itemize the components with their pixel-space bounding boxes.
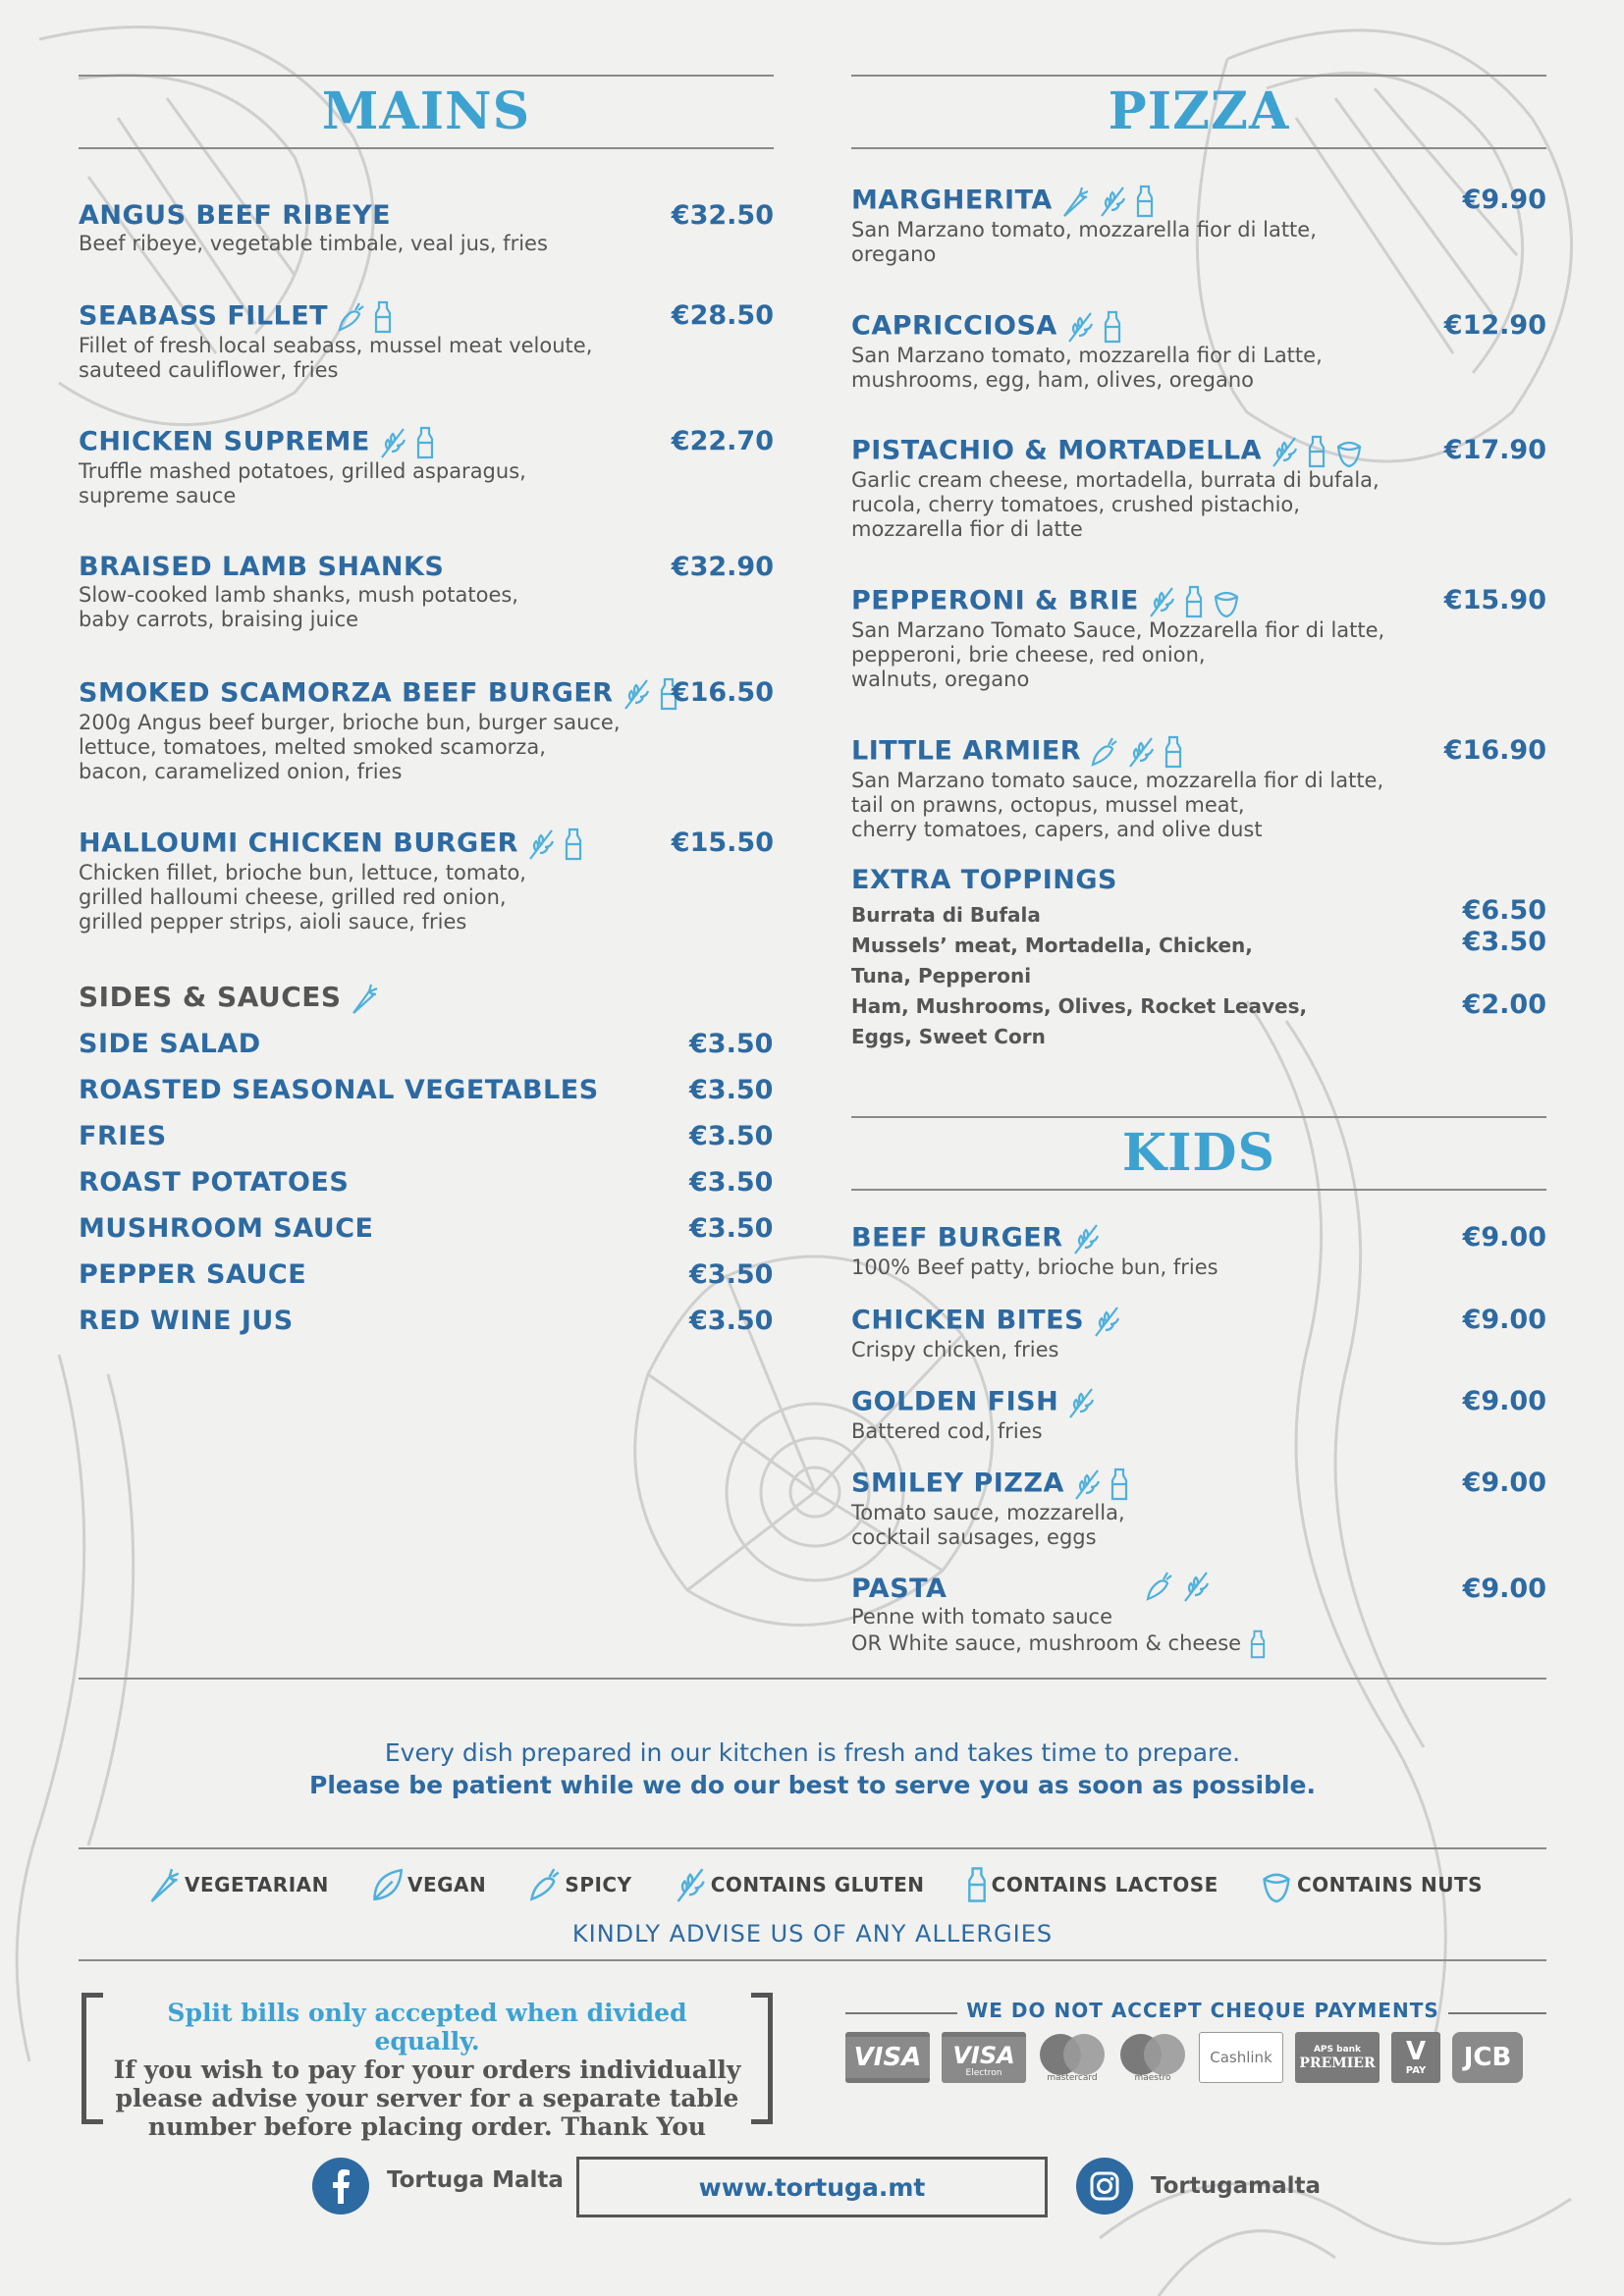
mains-column (79, 75, 774, 1351)
pizza-title: PIZZA (1108, 81, 1290, 141)
menu-item (79, 426, 774, 552)
topping-name: Ham, Mushrooms, Olives, Rocket Leaves, (851, 994, 1308, 1018)
item-price: €9.00 (1462, 1305, 1546, 1335)
topping-name: Tuna, Pepperoni (851, 964, 1032, 988)
legend-label: SPICY (565, 1873, 632, 1896)
item-price: €28.50 (671, 300, 774, 331)
gluten-icon (1270, 435, 1299, 468)
gluten-icon (1071, 1222, 1101, 1255)
lactose-icon (1103, 310, 1122, 344)
item-description: Crispy chicken, fries (851, 1338, 1059, 1362)
lactose-icon (1249, 1629, 1267, 1659)
menu-item (79, 828, 774, 975)
item-name: SMILEY PIZZA (851, 1468, 1064, 1499)
item-description: Chicken fillet, brioche bun, lettuce, tomato, grilled halloumi cheese, grilled red onion, grilled pepper strips, aioli sauce, fries (79, 861, 526, 934)
divider-line (79, 1678, 1546, 1680)
spicy-icon (1089, 735, 1118, 769)
menu-item (851, 1222, 1546, 1305)
item-name: BRAISED LAMB SHANKS (79, 552, 445, 582)
item-description: Battered cod, fries (851, 1419, 1043, 1443)
topping-name: Burrata di Bufala (851, 903, 1041, 927)
spicy-icon (336, 300, 365, 334)
item-price: €9.00 (1462, 1468, 1546, 1498)
gluten-icon (622, 677, 651, 711)
bracket-left (81, 1993, 103, 2124)
gluten-icon (1065, 310, 1095, 344)
legend-label: CONTAINS LACTOSE (991, 1873, 1218, 1896)
item-description: Slow-cooked lamb shanks, mush potatoes, baby carrots, braising juice (79, 583, 518, 631)
item-name: GOLDEN FISH (851, 1386, 1059, 1417)
legend-nuts (1260, 1865, 1483, 1904)
allergy-notice: KINDLY ADVISE US OF ANY ALLERGIES (571, 1920, 1054, 1948)
divider-line (1448, 2012, 1546, 2014)
item-description: Beef ribeye, vegetable timbale, veal jus, fries (79, 232, 548, 255)
split-line-1: Split bills only accepted when divided equally. (167, 1999, 687, 2056)
lactose-icon (1110, 1468, 1129, 1501)
side-name: ROAST POTATOES (79, 1167, 350, 1198)
lactose-icon (1135, 185, 1155, 218)
notice-line-1: Every dish prepared in our kitchen is fresh and takes time to prepare. (384, 1738, 1241, 1767)
side-name: RED WINE JUS (79, 1306, 294, 1336)
side-name: ROASTED SEASONAL VEGETABLES (79, 1075, 599, 1105)
spicy-icon (527, 1865, 561, 1904)
mains-list (79, 200, 774, 975)
item-name: PEPPERONI & BRIE (851, 585, 1139, 616)
side-name: SIDE SALAD (79, 1029, 261, 1059)
vegetarian-icon (147, 1865, 181, 1904)
gluten-icon (1181, 1570, 1211, 1603)
side-price: €3.50 (689, 1167, 774, 1198)
facebook-label: Tortuga Malta (387, 2167, 564, 2193)
item-description: San Marzano tomato, mozzarella fior di Latte, mushrooms, egg, ham, olives, oregano (851, 344, 1323, 392)
menu-item (851, 435, 1546, 585)
item-price: €17.90 (1443, 435, 1546, 465)
lactose-icon (1307, 435, 1326, 468)
gluten-icon (674, 1865, 707, 1904)
mastercard-icon: mastercard (1038, 2032, 1107, 2083)
divider-line (79, 1847, 1546, 1849)
nuts-icon (1334, 435, 1364, 468)
topping-name: Mussels’ meat, Mortadella, Chicken, (851, 934, 1253, 957)
topping-price: €3.50 (1462, 927, 1546, 957)
legend-vegan (370, 1865, 486, 1904)
side-price: €3.50 (689, 1121, 774, 1151)
jcb-icon: JCB (1452, 2032, 1523, 2083)
item-price: €9.00 (1462, 1222, 1546, 1253)
item-name: CHICKEN BITES (851, 1305, 1085, 1336)
gluten-icon (526, 828, 556, 861)
topping-price: €2.00 (1462, 989, 1546, 1020)
lactose-icon (373, 300, 393, 334)
side-item (79, 1074, 774, 1120)
legend-label: VEGETARIAN (185, 1873, 329, 1896)
item-name: BEEF BURGER (851, 1222, 1063, 1254)
item-description: Fillet of fresh local seabass, mussel meat veloute, sauteed cauliflower, fries (79, 334, 593, 382)
item-description: San Marzano tomato, mozzarella fior di latte, oregano (851, 218, 1317, 266)
item-price: €9.00 (1462, 1386, 1546, 1416)
sides-title: SIDES & SAUCES (79, 981, 342, 1013)
item-price: €22.70 (671, 426, 774, 456)
lactose-icon (1184, 585, 1204, 618)
gluten-icon (1092, 1305, 1121, 1338)
item-description: OR White sauce, mushroom & cheese (851, 1631, 1242, 1655)
split-bill-notice (81, 1993, 773, 2141)
visa-electron-card-icon: VISA Electron (942, 2032, 1026, 2083)
menu-item (851, 185, 1546, 310)
item-description: 100% Beef patty, brioche bun, fries (851, 1255, 1218, 1279)
lactose-icon (564, 828, 583, 861)
gluten-icon (1098, 185, 1127, 218)
nuts-icon (1260, 1865, 1293, 1904)
item-price: €12.90 (1443, 310, 1546, 341)
divider-line (851, 1189, 1546, 1191)
pizza-list (851, 185, 1546, 1052)
side-name: PEPPER SAUCE (79, 1259, 307, 1290)
side-price: €3.50 (689, 1213, 774, 1244)
side-name: MUSHROOM SAUCE (79, 1213, 374, 1244)
nuts-icon (1212, 585, 1241, 618)
item-description: San Marzano tomato sauce, mozzarella fior di latte, tail on prawns, octopus, mussel meat, cherry tomatoes, capers, and olive dust (851, 769, 1384, 841)
vegetarian-icon (350, 982, 379, 1015)
item-price: €15.90 (1443, 585, 1546, 615)
topping-name: Eggs, Sweet Corn (851, 1025, 1046, 1048)
menu-item (79, 552, 774, 677)
lactose-icon (966, 1865, 988, 1904)
item-price: €9.90 (1462, 185, 1546, 215)
cashlink-icon: Cashlink (1199, 2032, 1283, 2083)
item-name: ANGUS BEEF RIBEYE (79, 200, 392, 231)
visa-card-icon: VISA (845, 2032, 930, 2083)
divider-line (845, 2012, 957, 2014)
vpay-icon: V PAY (1391, 2032, 1440, 2083)
item-name: CAPRICCIOSA (851, 310, 1057, 342)
split-line-3: please advise your server for a separate table (115, 2084, 739, 2112)
menu-item (79, 200, 774, 300)
side-price: €3.50 (689, 1306, 774, 1336)
menu-item (851, 1305, 1546, 1386)
kids-section (851, 1116, 1546, 1656)
gluten-icon (1066, 1386, 1096, 1419)
menu-item (851, 735, 1546, 865)
instagram-link[interactable] (1076, 2158, 1321, 2215)
divider-line (79, 1959, 1546, 1961)
allergen-legend (147, 1865, 1483, 1904)
topping-price: €6.50 (1462, 895, 1546, 926)
instagram-label: Tortugamalta (1151, 2173, 1322, 2199)
kids-list (851, 1222, 1546, 1656)
gluten-icon (1147, 585, 1176, 618)
legend-label: VEGAN (407, 1873, 487, 1896)
item-name: SMOKED SCAMORZA BEEF BURGER (79, 677, 614, 709)
divider-line (79, 147, 774, 149)
item-name: LITTLE ARMIER (851, 735, 1082, 767)
sides-section (79, 981, 774, 1351)
maestro-icon: maestro (1118, 2032, 1187, 2083)
bracket-right (751, 1993, 773, 2124)
side-item (79, 1305, 774, 1351)
facebook-icon (312, 2158, 369, 2215)
item-price: €32.90 (671, 552, 774, 582)
item-price: €15.50 (671, 828, 774, 858)
item-name: PASTA (851, 1574, 947, 1604)
legend-gluten (674, 1865, 925, 1904)
spicy-icon (1144, 1570, 1173, 1603)
side-item (79, 1212, 774, 1258)
side-item (79, 1258, 774, 1305)
split-line-2: If you wish to pay for your orders individually (113, 2056, 741, 2084)
vegan-icon (370, 1865, 404, 1904)
gluten-icon (378, 426, 407, 459)
vegetarian-icon (1060, 185, 1090, 218)
lactose-icon (1164, 735, 1183, 769)
notice-line-2: Please be patient while we do our best to serve you as soon as possible. (309, 1771, 1316, 1799)
aps-premier-icon: APS bank PREMIER (1295, 2032, 1380, 2083)
item-name: SEABASS FILLET (79, 300, 329, 332)
item-description: Truffle mashed potatoes, grilled asparagus, supreme sauce (79, 459, 526, 507)
menu-item (851, 1574, 1546, 1656)
menu-item (851, 1386, 1546, 1468)
payment-methods (845, 2032, 1523, 2083)
extras-title: EXTRA TOPPINGS (851, 865, 1117, 895)
item-description: Tomato sauce, mozzarella, cocktail sausages, eggs (851, 1501, 1125, 1549)
item-name: PISTACHIO & MORTADELLA (851, 435, 1263, 466)
legend-vegetarian (147, 1865, 329, 1904)
legend-spicy (527, 1865, 631, 1904)
mains-title: MAINS (321, 81, 531, 141)
gluten-icon (1072, 1468, 1102, 1501)
menu-item (79, 677, 774, 828)
item-price: €16.50 (671, 677, 774, 708)
item-description: 200g Angus beef burger, brioche bun, burger sauce, lettuce, tomatoes, melted smoked scamorza, bacon, caramelized onion, fries (79, 711, 621, 783)
side-price: €3.50 (689, 1029, 774, 1059)
gluten-icon (1126, 735, 1156, 769)
instagram-icon (1076, 2158, 1133, 2215)
item-name: HALLOUMI CHICKEN BURGER (79, 828, 518, 859)
menu-item (851, 585, 1546, 735)
pizza-column (851, 75, 1546, 1052)
legend-label: CONTAINS GLUTEN (710, 1873, 925, 1896)
item-price: €16.90 (1443, 735, 1546, 766)
item-price: €32.50 (671, 200, 774, 231)
side-item (79, 1166, 774, 1212)
cheque-notice: WE DO NOT ACCEPT CHEQUE PAYMENTS (966, 1999, 1439, 2022)
side-item (79, 1120, 774, 1166)
lactose-icon (415, 426, 435, 459)
item-name: CHICKEN SUPREME (79, 426, 370, 457)
side-name: FRIES (79, 1121, 167, 1151)
menu-item (79, 300, 774, 426)
menu-item (851, 1468, 1546, 1574)
legend-label: CONTAINS NUTS (1296, 1873, 1483, 1896)
item-price: €9.00 (1462, 1574, 1546, 1604)
side-price: €3.50 (689, 1075, 774, 1105)
website-link[interactable]: www.tortuga.mt (576, 2157, 1048, 2217)
side-price: €3.50 (689, 1259, 774, 1290)
item-description: San Marzano Tomato Sauce, Mozzarella fior di latte, pepperoni, brie cheese, red onion, walnuts, oregano (851, 618, 1385, 691)
item-description: Penne with tomato sauce (851, 1605, 1113, 1629)
item-description: Garlic cream cheese, mortadella, burrata di bufala, rucola, cherry tomatoes, crushed pistachio, mozzarella fior di latte (851, 468, 1380, 541)
side-item (79, 1028, 774, 1074)
kids-title: KIDS (1121, 1123, 1276, 1183)
menu-item (851, 310, 1546, 435)
divider-line (851, 147, 1546, 149)
extra-toppings (851, 865, 1546, 1052)
legend-lactose (966, 1865, 1218, 1904)
facebook-link[interactable] (312, 2158, 564, 2215)
item-name: MARGHERITA (851, 185, 1053, 216)
split-line-4: number before placing order. Thank You (147, 2112, 707, 2141)
